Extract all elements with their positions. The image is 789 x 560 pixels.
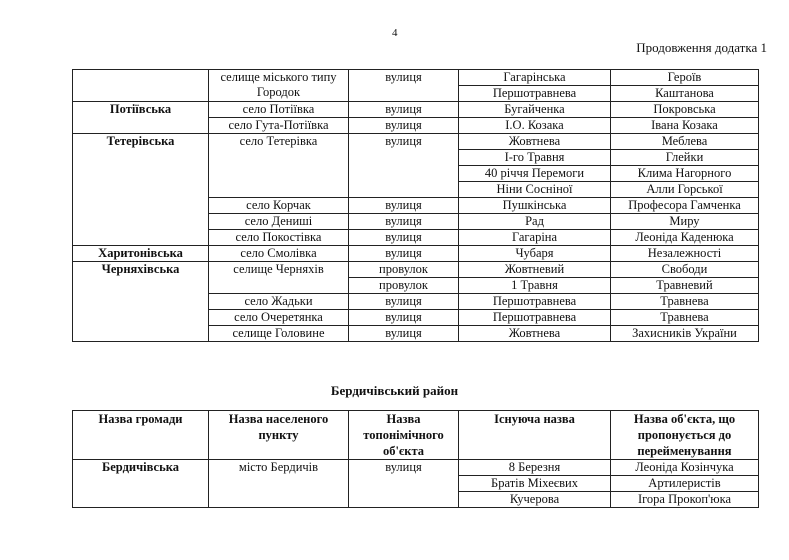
new-name-cell: Миру (611, 214, 759, 230)
table-row (73, 262, 759, 278)
existing-name-cell: Жовтневий (459, 262, 611, 278)
object-type-cell: вулиця (349, 118, 459, 134)
object-type-cell: провулок (349, 262, 459, 278)
object-type-cell: вулиця (349, 310, 459, 326)
community-cell: Черняхівська (73, 262, 209, 342)
street-rename-table-continued (72, 69, 759, 342)
existing-name-cell: 40 річчя Перемоги (459, 166, 611, 182)
settlement-cell: село Тетерівка (209, 134, 349, 198)
settlement-cell: село Потіївка (209, 102, 349, 118)
settlement-cell: село Очеретянка (209, 310, 349, 326)
table-row (73, 70, 759, 86)
existing-name-cell: Першотравнева (459, 294, 611, 310)
continuation-label: Продовження додатка 1 (636, 40, 767, 55)
object-type-cell: вулиця (349, 246, 459, 262)
existing-name-cell: І-го Травня (459, 150, 611, 166)
new-name-cell: Травнева (611, 310, 759, 326)
new-name-cell: Клима Нагорного (611, 166, 759, 182)
page-number: 4 (392, 27, 398, 39)
settlement-cell: селище Черняхів (209, 262, 349, 294)
existing-name-cell: Жовтнева (459, 134, 611, 150)
new-name-cell: Івана Козака (611, 118, 759, 134)
settlement-cell: село Покостівка (209, 230, 349, 246)
new-name-cell: Травнева (611, 294, 759, 310)
object-type-cell: вулиця (349, 70, 459, 102)
table-row (73, 246, 759, 262)
new-name-cell: Леоніда Каденюка (611, 230, 759, 246)
object-type-cell: вулиця (349, 198, 459, 214)
settlement-cell: селище Головине (209, 326, 349, 342)
new-name-cell: Артилеристів (611, 476, 759, 492)
existing-name-cell: Першотравнева (459, 86, 611, 102)
community-cell (73, 70, 209, 102)
new-name-cell: Глейки (611, 150, 759, 166)
existing-name-cell: Бугайченка (459, 102, 611, 118)
new-name-cell: Захисників України (611, 326, 759, 342)
existing-name-cell: І.О. Козака (459, 118, 611, 134)
object-type-cell: вулиця (349, 294, 459, 310)
settlement-cell: село Гута-Потіївка (209, 118, 349, 134)
existing-name-cell: Ніни Сосніної (459, 182, 611, 198)
community-cell: Бердичівська (73, 460, 209, 508)
new-name-cell: Професора Гамченка (611, 198, 759, 214)
header-settlement: Назва населеного пункту (209, 411, 349, 460)
existing-name-cell: 1 Травня (459, 278, 611, 294)
community-cell: Потіївська (73, 102, 209, 134)
header-existing-name: Існуюча назва (459, 411, 611, 460)
new-name-cell: Каштанова (611, 86, 759, 102)
header-community: Назва громади (73, 411, 209, 460)
new-name-cell: Травневий (611, 278, 759, 294)
community-cell: Харитонівська (73, 246, 209, 262)
existing-name-cell: 8 Березня (459, 460, 611, 476)
existing-name-cell: Чубаря (459, 246, 611, 262)
settlement-cell: село Дениші (209, 214, 349, 230)
settlement-cell: село Корчак (209, 198, 349, 214)
object-type-cell: вулиця (349, 230, 459, 246)
existing-name-cell: Рад (459, 214, 611, 230)
table-row (73, 460, 759, 476)
existing-name-cell: Гагаріна (459, 230, 611, 246)
berdychiv-district-table (72, 410, 759, 508)
existing-name-cell: Кучерова (459, 492, 611, 508)
existing-name-cell: Пушкінська (459, 198, 611, 214)
new-name-cell: Меблева (611, 134, 759, 150)
header-object-type: Назва топонімічного об'єкта (349, 411, 459, 460)
object-type-cell: вулиця (349, 102, 459, 118)
object-type-cell: вулиця (349, 326, 459, 342)
new-name-cell: Алли Горської (611, 182, 759, 198)
object-type-cell: вулиця (349, 460, 459, 508)
settlement-cell: селище міського типу Городок (209, 70, 349, 102)
settlement-cell: село Смолівка (209, 246, 349, 262)
district-title: Бердичівський район (330, 383, 459, 398)
community-cell: Тетерівська (73, 134, 209, 246)
new-name-cell: Свободи (611, 262, 759, 278)
settlement-cell: місто Бердичів (209, 460, 349, 508)
table-row (73, 102, 759, 118)
object-type-cell: вулиця (349, 214, 459, 230)
existing-name-cell: Жовтнева (459, 326, 611, 342)
new-name-cell: Леоніда Козінчука (611, 460, 759, 476)
new-name-cell: Незалежності (611, 246, 759, 262)
existing-name-cell: Братів Міхеєвих (459, 476, 611, 492)
object-type-cell: провулок (349, 278, 459, 294)
table-row (73, 134, 759, 150)
table-header-row (73, 411, 759, 460)
settlement-cell: село Жадьки (209, 294, 349, 310)
header-new-name: Назва об'єкта, що пропонується до перейменування (611, 411, 759, 460)
existing-name-cell: Першотравнева (459, 310, 611, 326)
new-name-cell: Покровська (611, 102, 759, 118)
new-name-cell: Ігора Прокоп'юка (611, 492, 759, 508)
new-name-cell: Героїв (611, 70, 759, 86)
existing-name-cell: Гагарінська (459, 70, 611, 86)
object-type-cell: вулиця (349, 134, 459, 198)
